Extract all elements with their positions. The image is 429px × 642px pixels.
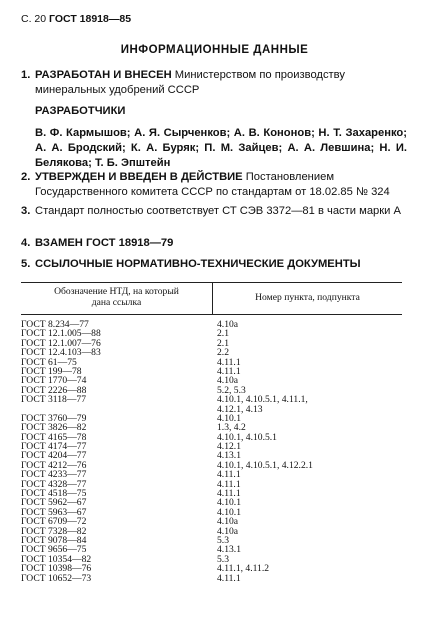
section-1 [21,68,405,98]
document-cell: ГОСТ 4204—77 [21,450,87,462]
clause-cell: 4.10а [217,375,239,387]
column-header-line: дана ссылка [91,297,142,308]
document-cell: ГОСТ 12.1.007—76 [21,337,101,349]
section-text: Стандарт полностью соответствует СТ СЭВ 3372—81 в части марки А [35,205,401,217]
section-4 [21,236,405,251]
section-text: Постановлением Государственного комитета СССР по стандартам от 18.02.85 № 324 [35,171,390,198]
clause-cell: 2.2 [217,347,229,359]
clause-cell: 4.10.1 [217,412,241,424]
developers-heading: РАЗРАБОТЧИКИ [35,105,126,117]
document-cell: ГОСТ 4212—76 [21,459,87,471]
clause-cell: 2.1 [217,328,229,340]
section-text: Министерством по производству минеральных удобрений СССР [35,69,345,96]
document-cell: ГОСТ 10652—73 [21,572,92,584]
document-cell: ГОСТ 5963—67 [21,506,87,518]
document-cell: ГОСТ 3118—77 [21,394,87,406]
clause-cell: 4.11.1, 4.11.2 [217,563,270,575]
standard-designation: ГОСТ 18918—85 [49,13,132,25]
clause-cell: 4.11.1 [217,365,241,377]
document-cell: ГОСТ 12.4.103—83 [21,347,101,359]
clause-cell: 4.10.1 [217,497,241,509]
document-cell: ГОСТ 4518—75 [21,488,87,500]
clause-cell: 5.3 [217,534,229,546]
clause-cell: 4.10.1, 4.10.5.1, 4.11.1, [217,394,308,406]
page-title: ИНФОРМАЦИОННЫЕ ДАННЫЕ [120,44,309,56]
clause-cell: 4.10.1, 4.10.5.1 [217,431,277,443]
clause-cell: 5.3 [217,553,229,565]
column-header-clause: Номер пункта, подпункта [255,292,360,303]
document-cell: ГОСТ 9656—75 [21,544,87,556]
header-bottom-border [21,314,402,315]
clause-cell: 5.2, 5.3 [217,384,246,396]
clause-cell: 4.11.1 [217,488,241,500]
clause-cell: 4.13.1 [217,544,241,556]
document-cell: ГОСТ 12.1.005—88 [21,328,101,340]
clause-cell: 4.13.1 [217,450,241,462]
section-number: 5. [21,258,31,270]
references-table [21,282,402,612]
document-cell: ГОСТ 1770—74 [21,375,87,387]
document-cell: ГОСТ 2226—88 [21,384,87,396]
clause-cell: 4.10а [217,319,239,330]
section-text: ССЫЛОЧНЫЕ НОРМАТИВНО-ТЕХНИЧЕСКИЕ ДОКУМЕНТЫ [35,258,361,270]
document-cell: ГОСТ 4165—78 [21,431,87,443]
page-number: С. 20 [21,13,47,25]
clause-cell: 4.11.1 [217,478,241,490]
section-number: 4. [21,237,31,249]
clause-cell: 4.12.1, 4.13 [217,403,263,415]
document-cell: ГОСТ 6709—72 [21,516,87,528]
section-lead: УТВЕРЖДЕН И ВВЕДЕН В ДЕЙСТВИЕ [35,171,243,183]
section-text: ВЗАМЕН ГОСТ 18918—79 [35,237,174,249]
document-cell: ГОСТ 10354—82 [21,553,92,565]
section-2 [21,170,405,200]
document-cell: ГОСТ 5962—67 [21,497,87,509]
section-number: 3. [21,205,31,217]
clause-cell: 4.12.1 [217,441,241,453]
document-cell: ГОСТ 4174—77 [21,441,87,453]
document-cell: ГОСТ 7328—82 [21,525,87,537]
section-5 [21,257,405,272]
column-header-line: Обозначение НТД, на который [54,286,179,297]
clause-cell: 2.1 [217,337,229,349]
document-cell: ГОСТ 199—78 [21,365,82,377]
clause-cell: 4.10а [217,525,239,537]
column-header-document [21,286,212,308]
document-cell: ГОСТ 4328—77 [21,478,87,490]
section-number: 1. [21,69,31,81]
clause-cell: 4.10.1, 4.10.5.1, 4.12.2.1 [217,459,313,471]
clause-cell: 4.11.1 [217,356,241,368]
section-number: 2. [21,171,31,183]
document-cell: ГОСТ 3760—79 [21,412,87,424]
document-cell: ГОСТ 9078—84 [21,534,87,546]
clause-cell: 4.10.1 [217,506,241,518]
page-header [21,13,131,25]
document-cell: ГОСТ 4233—77 [21,469,87,481]
document-cell: ГОСТ 3826—82 [21,422,87,434]
clause-cell: 4.11.1 [217,469,241,481]
clause-cell: 4.10а [217,516,239,528]
section-3 [21,204,405,219]
clause-cell: 1.3, 4.2 [217,422,246,434]
section-lead: РАЗРАБОТАН И ВНЕСЕН [35,69,172,81]
clause-cell: 4.11.1 [217,572,241,584]
document-cell: ГОСТ 8.234—77 [21,319,89,330]
developers-list: В. Ф. Кармышов; А. Я. Сырченков; А. В. Кононов; Н. Т. Захаренко; А. А. Бродский; К. А. Буряк; П. М. Зайцев; А. А. Левшина; Н. И. Белякова; Т. Б. Эпштейн [35,127,407,169]
document-cell: ГОСТ 61—75 [21,356,77,368]
document-cell: ГОСТ 10398—76 [21,563,92,575]
